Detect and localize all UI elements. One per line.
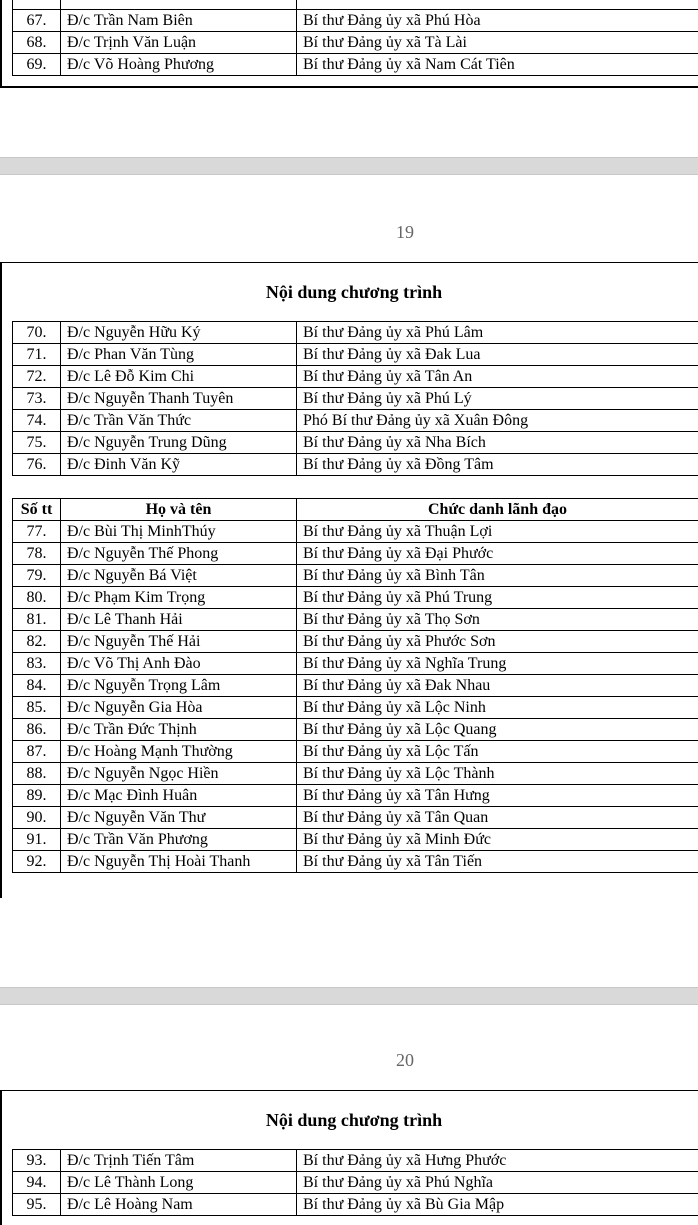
table-members-c [12,1149,698,1216]
row-number: 77. [13,521,61,543]
row-number: 92. [13,851,61,873]
leadership-title: Bí thư Đảng ủy xã Phước Sơn [297,631,698,653]
member-name: Đ/c Nguyễn Ngọc Hiền [61,763,297,785]
table-row [13,322,698,344]
member-name: Đ/c Võ Thị Anh Đào [61,653,297,675]
row-number: 91. [13,829,61,851]
member-name: Đ/c Lê Đỗ Kim Chi [61,366,297,388]
table-row [13,653,698,675]
leadership-title: Bí thư Đảng ủy xã Tà Lài [297,32,698,54]
table-row [13,675,698,697]
member-name: Đ/c Nguyễn Trọng Lâm [61,675,297,697]
leadership-title: Phó Bí thư Đảng ủy xã Xuân Đông [297,410,698,432]
table-row [13,741,698,763]
member-name: Đ/c Lê Thành Long [61,1172,297,1194]
table-row [13,829,698,851]
table-row [13,1194,698,1216]
table-row [13,10,698,32]
leadership-title: Bí thư Đảng ủy xã Tân Quan [297,807,698,829]
member-name: Đ/c Lê Hoàng Nam [61,1194,297,1216]
row-number: 88. [13,763,61,785]
leadership-title: Bí thư Đảng ủy xã Phú Hòa [297,10,698,32]
row-number: 71. [13,344,61,366]
leadership-title: Bí thư Đảng ủy xã Lộc Thành [297,763,698,785]
col-header-num: Số tt [13,499,61,521]
leadership-title: Bí thư Đảng ủy xã Đak Nhau [297,675,698,697]
leadership-title: Bí thư Đảng ủy xã Tân An [297,366,698,388]
table-row [13,366,698,388]
table-row [13,432,698,454]
col-header-title: Chức danh lãnh đạo [297,499,698,521]
row-number: 86. [13,719,61,741]
row-number: 82. [13,631,61,653]
table-row [13,0,698,10]
row-number: 81. [13,609,61,631]
section-header-box [0,1090,698,1150]
row-number: 70. [13,322,61,344]
member-name: Đ/c Trần Nam Biên [61,10,297,32]
member-name: Đ/c Nguyễn Thế Hải [61,631,297,653]
row-number: 90. [13,807,61,829]
table-body [13,1150,698,1216]
table-body [13,521,698,873]
member-name: Đ/c Phạm Kim Trọng [61,587,297,609]
section-title: Nội dung chương trình [265,282,443,302]
table-row [13,697,698,719]
table-row [13,565,698,587]
table-row [13,1150,698,1172]
leadership-title: Bí thư Đảng ủy xã Phú Trung [297,587,698,609]
member-name: Đ/c Bùi Thị MinhThúy [61,521,297,543]
leadership-title: Bí thư Đảng ủy xã Hưng Phước [297,1150,698,1172]
member-name: Đ/c Trần Văn Thức [61,410,297,432]
table-row [13,807,698,829]
leadership-title: Bí thư Đảng ủy xã Nam Cát Tiên [297,54,698,76]
page-left-border [0,262,2,898]
member-name: Đ/c Nguyễn Thế Phong [61,543,297,565]
row-number: 69. [13,54,61,76]
table-row [13,454,698,476]
leadership-title: Bí thư Đảng ủy xã Tân Hưng [297,785,698,807]
leadership-title: Bí thư Đảng ủy xã Phú Lâm [297,322,698,344]
member-name: Đ/c Hoàng Mạnh Thường [61,741,297,763]
row-number: 85. [13,697,61,719]
section-title: Nội dung chương trình [265,1110,443,1130]
member-name: Đ/c Nguyễn Gia Hòa [61,697,297,719]
member-name: Đ/c Phan Văn Tùng [61,344,297,366]
page-left-border [0,1090,2,1225]
leadership-title: Bí thư Đảng ủy xã Thuận Lợi [297,521,698,543]
row-number: 89. [13,785,61,807]
page-number: 20 [396,1050,414,1070]
page-left-border [0,0,2,88]
leadership-title: Bí thư Đảng ủy xã Nha Bích [297,432,698,454]
row-number: 78. [13,543,61,565]
leadership-title: Bí thư Đảng ủy xã Minh Đức [297,829,698,851]
member-name: Đ/c Đinh Văn Kỹ [61,454,297,476]
row-number: 84. [13,675,61,697]
leadership-title: Bí thư Đảng ủy xã Tân Tiến [297,851,698,873]
table-row [13,587,698,609]
table-header-row [13,499,698,521]
row-number: 80. [13,587,61,609]
leadership-title: Bí thư Đảng ủy xã Nghĩa Trung [297,653,698,675]
leadership-title: Bí thư Đảng ủy xã Lộc Quang [297,719,698,741]
leadership-title: Bí thư Đảng ủy xã Phú Nghĩa [297,1172,698,1194]
member-name: Đ/c Trần Văn Phương [61,829,297,851]
member-name: Đ/c Nguyễn Bá Việt [61,565,297,587]
leadership-title: Bí thư Đảng ủy xã Bình Tân [297,565,698,587]
page-bottom-border [0,86,698,88]
table-row [13,763,698,785]
page-gap [0,987,698,1005]
row-number: 68. [13,32,61,54]
member-name: Đ/c Nguyễn Thanh Tuyên [61,388,297,410]
member-name: Đ/c Mạc Đình Huân [61,785,297,807]
table-row [13,609,698,631]
member-name: Đ/c Trịnh Văn Luận [61,32,297,54]
table-body [13,322,698,476]
member-name: Đ/c Nguyễn Thị Hoài Thanh [61,851,297,873]
row-number: 76. [13,454,61,476]
member-name: Đ/c Lê Thanh Hải [61,609,297,631]
leadership-title: Bí thư Đảng ủy xã Đak Lua [297,344,698,366]
leadership-title: Bí thư Đảng ủy xã Lộc Tấn [297,741,698,763]
leadership-title: Bí thư Đảng ủy xã Bù Gia Mập [297,1194,698,1216]
row-number: 93. [13,1150,61,1172]
member-name: Đ/c Trần Đức Thịnh [61,719,297,741]
table-members-b [12,498,698,873]
row-number: 75. [13,432,61,454]
table-row [13,1172,698,1194]
row-number: 74. [13,410,61,432]
table-members-a [12,321,698,476]
leadership-title: Bí thư Đảng ủy xã Phú Lý [297,388,698,410]
leadership-title: Bí thư Đảng ủy xã Lộc Ninh [297,697,698,719]
table-row [13,719,698,741]
table-row [13,785,698,807]
page-number: 19 [396,222,414,242]
row-number: 72. [13,366,61,388]
row-number: 79. [13,565,61,587]
row-number: 95. [13,1194,61,1216]
table-row [13,631,698,653]
table-row [13,851,698,873]
row-number: 94. [13,1172,61,1194]
table-body [13,10,698,76]
table-row [13,543,698,565]
table-row [13,410,698,432]
table-row [13,54,698,76]
table-row [13,32,698,54]
table-row [13,344,698,366]
table-row [13,388,698,410]
col-header-name: Họ và tên [61,499,297,521]
member-name: Đ/c Nguyễn Trung Dũng [61,432,297,454]
row-number: 73. [13,388,61,410]
leadership-title: Bí thư Đảng ủy xã Thọ Sơn [297,609,698,631]
member-name: Đ/c Trịnh Tiến Tâm [61,1150,297,1172]
table-top [12,0,698,76]
table-row [13,521,698,543]
row-number: 83. [13,653,61,675]
member-name: Đ/c Võ Hoàng Phương [61,54,297,76]
leadership-title: Bí thư Đảng ủy xã Đại Phước [297,543,698,565]
row-number: 87. [13,741,61,763]
leadership-title: Bí thư Đảng ủy xã Đồng Tâm [297,454,698,476]
row-number: 67. [13,10,61,32]
section-header-box [0,262,698,322]
member-name: Đ/c Nguyễn Văn Thư [61,807,297,829]
member-name: Đ/c Nguyễn Hữu Ký [61,322,297,344]
page-gap [0,157,698,175]
